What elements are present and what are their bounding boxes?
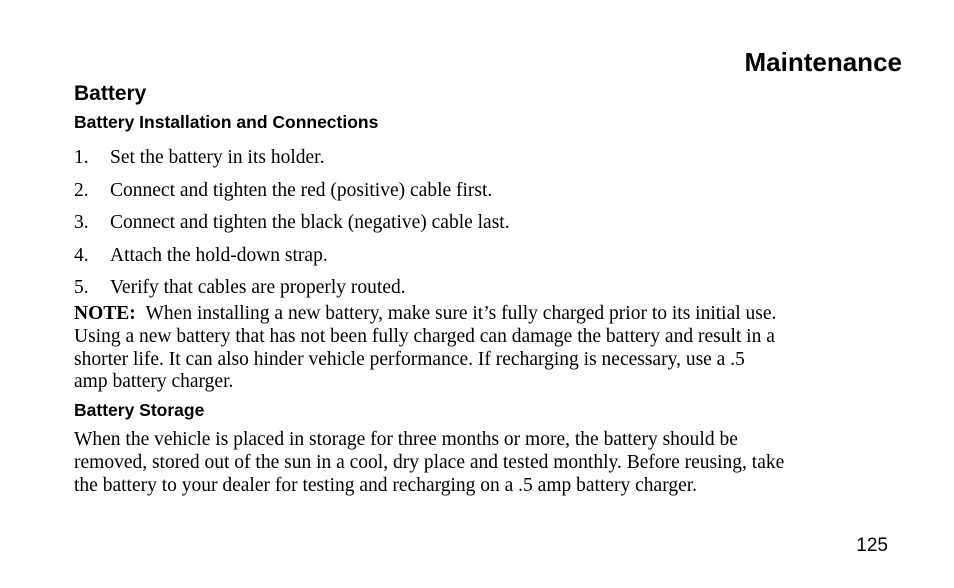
- step-text: Verify that cables are properly routed.: [110, 277, 406, 299]
- step-number: 2.: [74, 179, 89, 201]
- step-number: 5.: [74, 277, 89, 299]
- list-item: [74, 144, 510, 177]
- step-number: 4.: [74, 244, 89, 266]
- storage-subheading: Battery Storage: [74, 400, 205, 420]
- step-number: 1.: [74, 147, 89, 168]
- step-text: Connect and tighten the red (positive) cable first.: [110, 179, 493, 201]
- step-text: Attach the hold-down strap.: [110, 244, 328, 266]
- note-line: amp battery charger.: [74, 371, 234, 393]
- step-number: 3.: [74, 212, 89, 234]
- battery-heading: Battery: [74, 82, 147, 105]
- note-line: [74, 303, 914, 326]
- page-number: 125: [856, 535, 888, 556]
- list-item: [74, 209, 510, 242]
- list-item: [74, 242, 510, 275]
- list-item: [74, 177, 510, 210]
- storage-line: the battery to your dealer for testing and recharging on a .5 amp battery charger.: [74, 474, 698, 496]
- step-text: Set the battery in its holder.: [110, 147, 325, 168]
- section-title: Maintenance: [744, 47, 902, 77]
- note-line: shorter life. It can also hinder vehicle performance. If recharging is necessary, use a .5: [74, 348, 745, 370]
- installation-subheading: Battery Installation and Connections: [74, 112, 379, 132]
- installation-steps-list: [74, 144, 510, 307]
- step-text: Connect and tighten the black (negative) cable last.: [110, 212, 510, 234]
- storage-line: removed, stored out of the sun in a cool, dry place and tested monthly. Before reusing, take: [74, 451, 785, 473]
- note-line: Using a new battery that has not been fully charged can damage the battery and result in a: [74, 325, 775, 347]
- storage-line: When the vehicle is placed in storage for three months or more, the battery should be: [74, 429, 738, 450]
- note-text: When installing a new battery, make sure it’s fully charged prior to its initial use.: [145, 303, 777, 324]
- note-label: NOTE:: [74, 303, 136, 324]
- note-paragraph: [74, 303, 914, 394]
- storage-paragraph: [74, 429, 914, 497]
